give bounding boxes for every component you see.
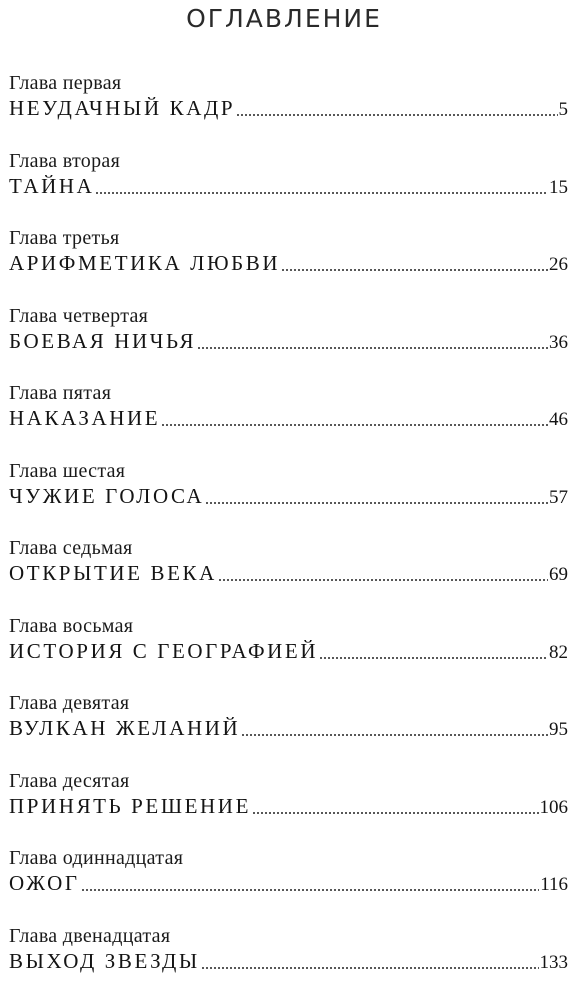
dot-leader — [205, 500, 548, 506]
toc-entry[interactable] — [9, 615, 568, 693]
chapter-label: Глава пятая — [9, 382, 568, 404]
chapter-title-line — [9, 174, 568, 200]
chapter-title: ВЫХОД ЗВЕЗДЫ — [9, 949, 200, 973]
chapter-title-line — [9, 871, 568, 897]
toc-entry[interactable] — [9, 692, 568, 770]
chapter-label: Глава седьмая — [9, 537, 568, 559]
page-number: 116 — [540, 873, 568, 897]
chapter-title: ИСТОРИЯ С ГЕОГРАФИЕЙ — [9, 639, 318, 663]
chapter-title: ТАЙНА — [9, 174, 94, 198]
toc-entry[interactable] — [9, 227, 568, 305]
chapter-title: НЕУДАЧНЫЙ КАДР — [9, 96, 235, 120]
dot-leader — [218, 577, 548, 583]
chapter-title-line — [9, 484, 568, 510]
chapter-title: АРИФМЕТИКА ЛЮБВИ — [9, 251, 280, 275]
chapter-title: НАКАЗАНИЕ — [9, 406, 160, 430]
page-number: 5 — [559, 98, 568, 122]
table-of-contents — [9, 72, 568, 1002]
toc-entry[interactable] — [9, 150, 568, 228]
chapter-title: ОТКРЫТИЕ ВЕКА — [9, 561, 217, 585]
chapter-title-line — [9, 639, 568, 665]
chapter-title: БОЕВАЯ НИЧЬЯ — [9, 329, 196, 353]
chapter-title-line — [9, 251, 568, 277]
chapter-label: Глава двенадцатая — [9, 925, 568, 947]
chapter-label: Глава восьмая — [9, 615, 568, 637]
chapter-title: ВУЛКАН ЖЕЛАНИЙ — [9, 716, 240, 740]
chapter-title: ЧУЖИЕ ГОЛОСА — [9, 484, 204, 508]
chapter-title-line — [9, 716, 568, 742]
chapter-label: Глава четвертая — [9, 305, 568, 327]
toc-entry[interactable] — [9, 305, 568, 383]
chapter-title-line — [9, 949, 568, 975]
dot-leader — [161, 422, 548, 428]
page-number: 106 — [540, 796, 568, 820]
page-number: 57 — [549, 486, 568, 510]
dot-leader — [252, 810, 539, 816]
chapter-title-line — [9, 561, 568, 587]
chapter-title-line — [9, 329, 568, 355]
toc-entry[interactable] — [9, 925, 568, 1002]
chapter-label: Глава десятая — [9, 770, 568, 792]
dot-leader — [201, 965, 539, 971]
page-number: 15 — [549, 176, 568, 200]
chapter-label: Глава вторая — [9, 150, 568, 172]
dot-leader — [236, 112, 557, 118]
toc-entry[interactable] — [9, 537, 568, 615]
toc-entry[interactable] — [9, 847, 568, 925]
dot-leader — [81, 887, 540, 893]
chapter-title: ПРИНЯТЬ РЕШЕНИЕ — [9, 794, 251, 818]
dot-leader — [319, 655, 548, 661]
dot-leader — [281, 267, 548, 273]
chapter-title-line — [9, 406, 568, 432]
page-number: 36 — [549, 331, 568, 355]
chapter-label: Глава одиннадцатая — [9, 847, 568, 869]
chapter-label: Глава шестая — [9, 460, 568, 482]
toc-entry[interactable] — [9, 460, 568, 538]
toc-entry[interactable] — [9, 72, 568, 150]
chapter-label: Глава девятая — [9, 692, 568, 714]
dot-leader — [241, 732, 548, 738]
toc-entry[interactable] — [9, 382, 568, 460]
chapter-label: Глава третья — [9, 227, 568, 249]
chapter-title-line — [9, 794, 568, 820]
chapter-title-line — [9, 96, 568, 122]
chapter-label: Глава первая — [9, 72, 568, 94]
toc-entry[interactable] — [9, 770, 568, 848]
page-number: 69 — [549, 563, 568, 587]
page-number: 133 — [540, 951, 568, 975]
page-number: 82 — [549, 641, 568, 665]
dot-leader — [197, 345, 548, 351]
dot-leader — [95, 190, 548, 196]
page-number: 26 — [549, 253, 568, 277]
chapter-title: ОЖОГ — [9, 871, 80, 895]
page-number: 95 — [549, 718, 568, 742]
page-number: 46 — [549, 408, 568, 432]
page-title: ОГЛАВЛЕНИЕ — [0, 4, 568, 34]
